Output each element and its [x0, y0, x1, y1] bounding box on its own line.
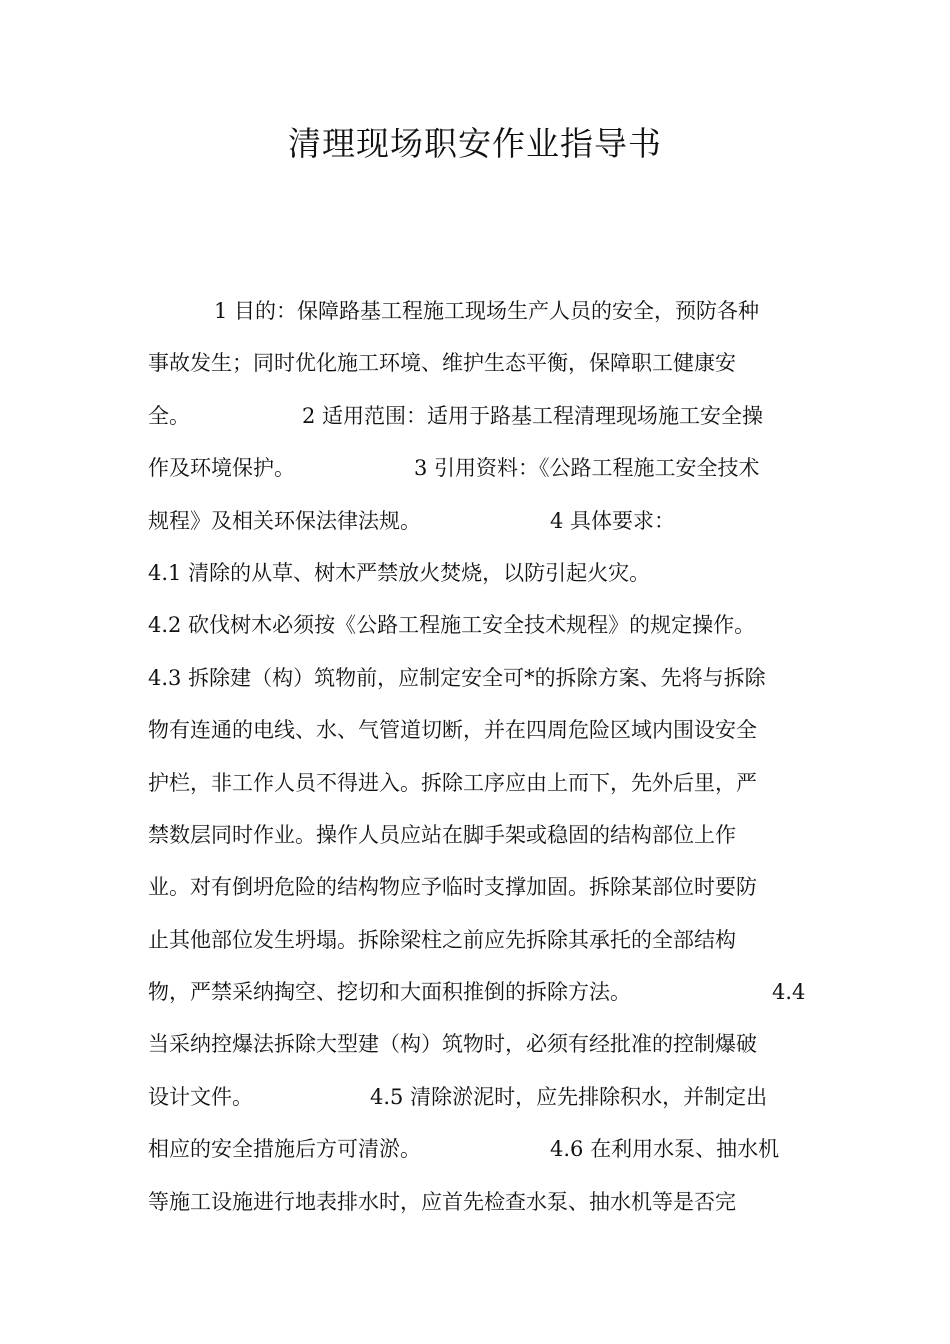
text-line: [148, 495, 808, 547]
text-line: [148, 914, 808, 966]
document-body: [148, 285, 808, 1228]
text-line: [148, 390, 808, 442]
text-segment: 当采纳控爆法拆除大型建（构）筑物时，必须有经批准的控制爆破: [148, 1032, 757, 1057]
text-segment: 相应的安全措施后方可清淤。: [148, 1137, 421, 1162]
text-segment: 护栏，非工作人员不得进入。拆除工序应由上而下，先外后里，严: [148, 770, 757, 795]
text-segment: 物有连通的电线、水、气管道切断，并在四周危险区域内围设安全: [148, 718, 757, 743]
text-line: [148, 547, 808, 599]
text-segment: 1 目的：保障路基工程施工现场生产人员的安全，预防各种: [214, 299, 760, 323]
text-line: [148, 1018, 808, 1070]
text-segment: 禁数层同时作业。操作人员应站在脚手架或稳固的结构部位上作: [148, 822, 736, 847]
text-line: [148, 966, 808, 1018]
text-segment: 规程》及相关环保法律法规。: [148, 508, 421, 533]
text-segment: 4.3 拆除建（构）筑物前，应制定安全可*的拆除方案、先将与拆除: [148, 665, 766, 690]
text-segment: 业。对有倒坍危险的结构物应予临时支撑加固。拆除某部位时要防: [148, 875, 757, 900]
text-line: [148, 757, 808, 809]
text-line: [148, 599, 808, 651]
text-segment: 止其他部位发生坍塌。拆除梁柱之前应先拆除其承托的全部结构: [148, 927, 736, 952]
text-segment: 设计文件。: [148, 1084, 253, 1109]
text-line: [148, 861, 808, 913]
text-segment: 事故发生；同时优化施工环境、维护生态平衡，保障职工健康安: [148, 351, 736, 376]
text-line: [148, 652, 808, 704]
text-line: [148, 1176, 808, 1228]
text-segment: 4 具体要求：: [550, 508, 676, 533]
text-segment: 3 引用资料：《公路工程施工安全技术: [414, 456, 760, 481]
text-line: [148, 809, 808, 861]
text-line: [148, 285, 808, 337]
text-line: [148, 337, 808, 389]
text-segment: 4.5 清除淤泥时，应先排除积水，并制定出: [370, 1084, 768, 1109]
text-segment: 物，严禁采纳掏空、挖切和大面积推倒的拆除方法。: [148, 980, 631, 1005]
text-line: [148, 442, 808, 494]
text-segment: 全。: [148, 403, 190, 428]
text-line: [148, 704, 808, 756]
text-segment: 4.4: [772, 980, 806, 1005]
document-title: 清理现场职安作业指导书: [288, 124, 662, 163]
text-segment: 4.6 在利用水泵、抽水机: [550, 1137, 780, 1162]
text-line: [148, 1071, 808, 1123]
text-segment: 2 适用范围：适用于路基工程清理现场施工安全操: [302, 403, 764, 428]
text-line: [148, 1123, 808, 1175]
text-segment: 4.2 砍伐树木必须按《公路工程施工安全技术规程》的规定操作。: [148, 613, 756, 638]
text-segment: 4.1 清除的从草、树木严禁放火焚烧，以防引起火灾。: [148, 560, 651, 585]
text-segment: 等施工设施进行地表排水时，应首先检查水泵、抽水机等是否完: [148, 1189, 736, 1214]
text-segment: 作及环境保护。: [148, 456, 295, 481]
